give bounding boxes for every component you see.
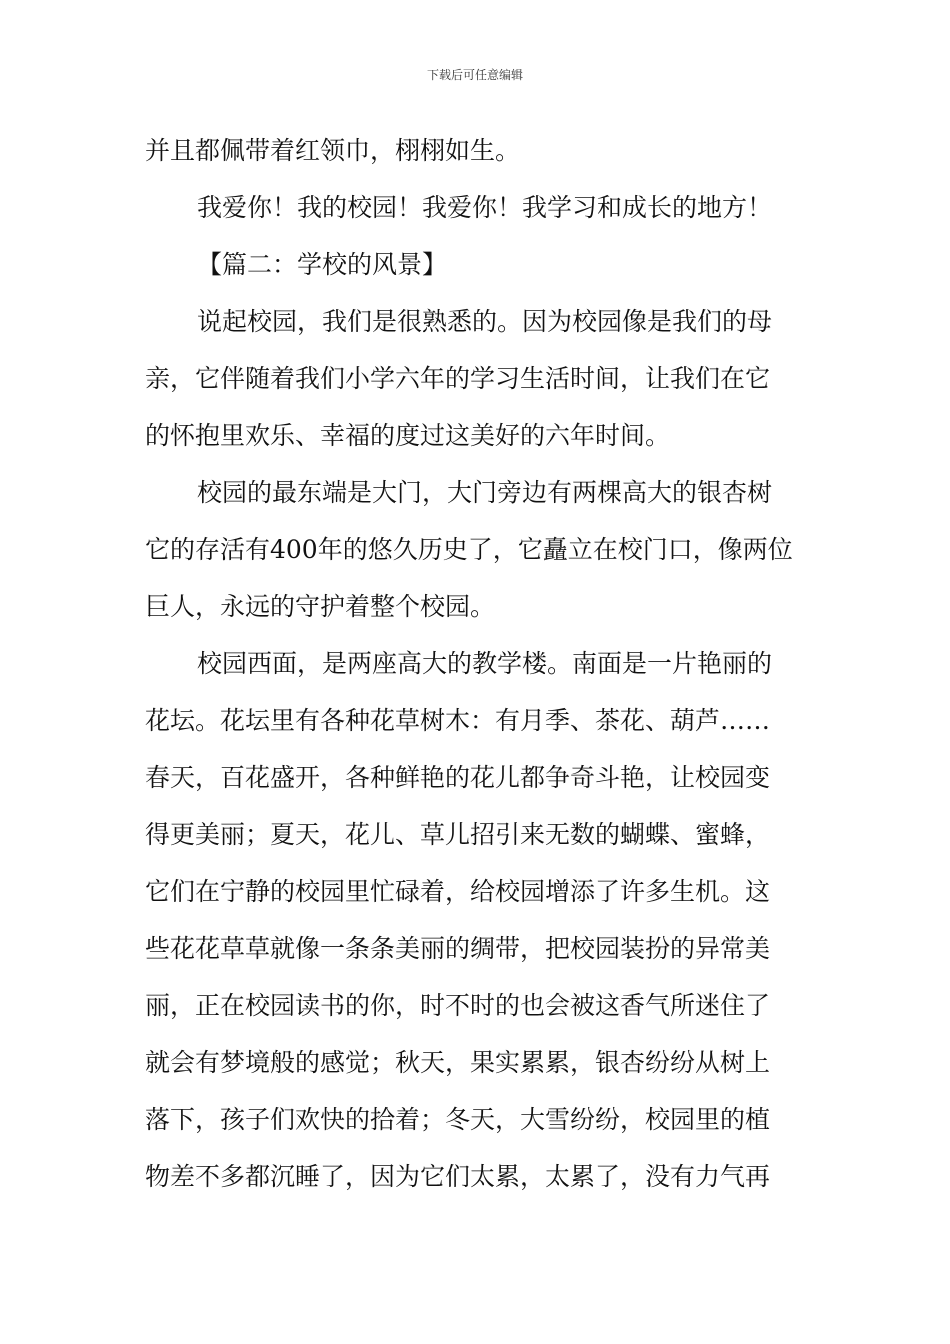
text-line: 巨人，永远的守护着整个校园。 — [145, 592, 496, 621]
text-line: 得更美丽；夏天，花儿、草儿招引来无数的蝴蝶、蜜蜂， — [145, 820, 771, 849]
text-line: 亲，它伴随着我们小学六年的学习生活时间，让我们在它 — [145, 364, 771, 393]
text-line: 它们在宁静的校园里忙碌着，给校园增添了许多生机。这 — [145, 877, 771, 906]
text-line: 说起校园，我们是很熟悉的。因为校园像是我们的母 — [197, 307, 773, 336]
text-line: 它的存活有400年的悠久历史了，它矗立在校门口，像两位 — [145, 535, 793, 564]
section-heading: 【篇二：学校的风景】 — [197, 250, 448, 279]
text-line: 些花花草草就像一条条美丽的绸带，把校园装扮的异常美 — [145, 934, 771, 963]
text-line: 物差不多都沉睡了，因为它们太累，太累了，没有力气再 — [145, 1162, 771, 1191]
text-line: 春天，百花盛开，各种鲜艳的花儿都争奇斗艳，让校园变 — [145, 763, 771, 792]
text-line: 校园西面，是两座高大的教学楼。南面是一片艳丽的 — [197, 649, 773, 678]
text-line: 就会有梦境般的感觉；秋天，果实累累，银杏纷纷从树上 — [145, 1048, 771, 1077]
text-line: 我爱你！我的校园！我爱你！我学习和成长的地方！ — [197, 193, 773, 222]
page-header: 下载后可任意编辑 — [426, 68, 523, 82]
text-line: 落下，孩子们欢快的拾着；冬天，大雪纷纷，校园里的植 — [145, 1105, 771, 1134]
text-line: 并且都佩带着红领巾，栩栩如生。 — [145, 136, 521, 165]
text-line: 花坛。花坛里有各种花草树木：有月季、茶花、葫芦…… — [145, 706, 771, 735]
text-line: 丽，正在校园读书的你，时不时的也会被这香气所迷住了 — [145, 991, 771, 1020]
text-line: 校园的最东端是大门，大门旁边有两棵高大的银杏树 — [197, 478, 773, 507]
text-line: 的怀抱里欢乐、幸福的度过这美好的六年时间。 — [145, 421, 671, 450]
